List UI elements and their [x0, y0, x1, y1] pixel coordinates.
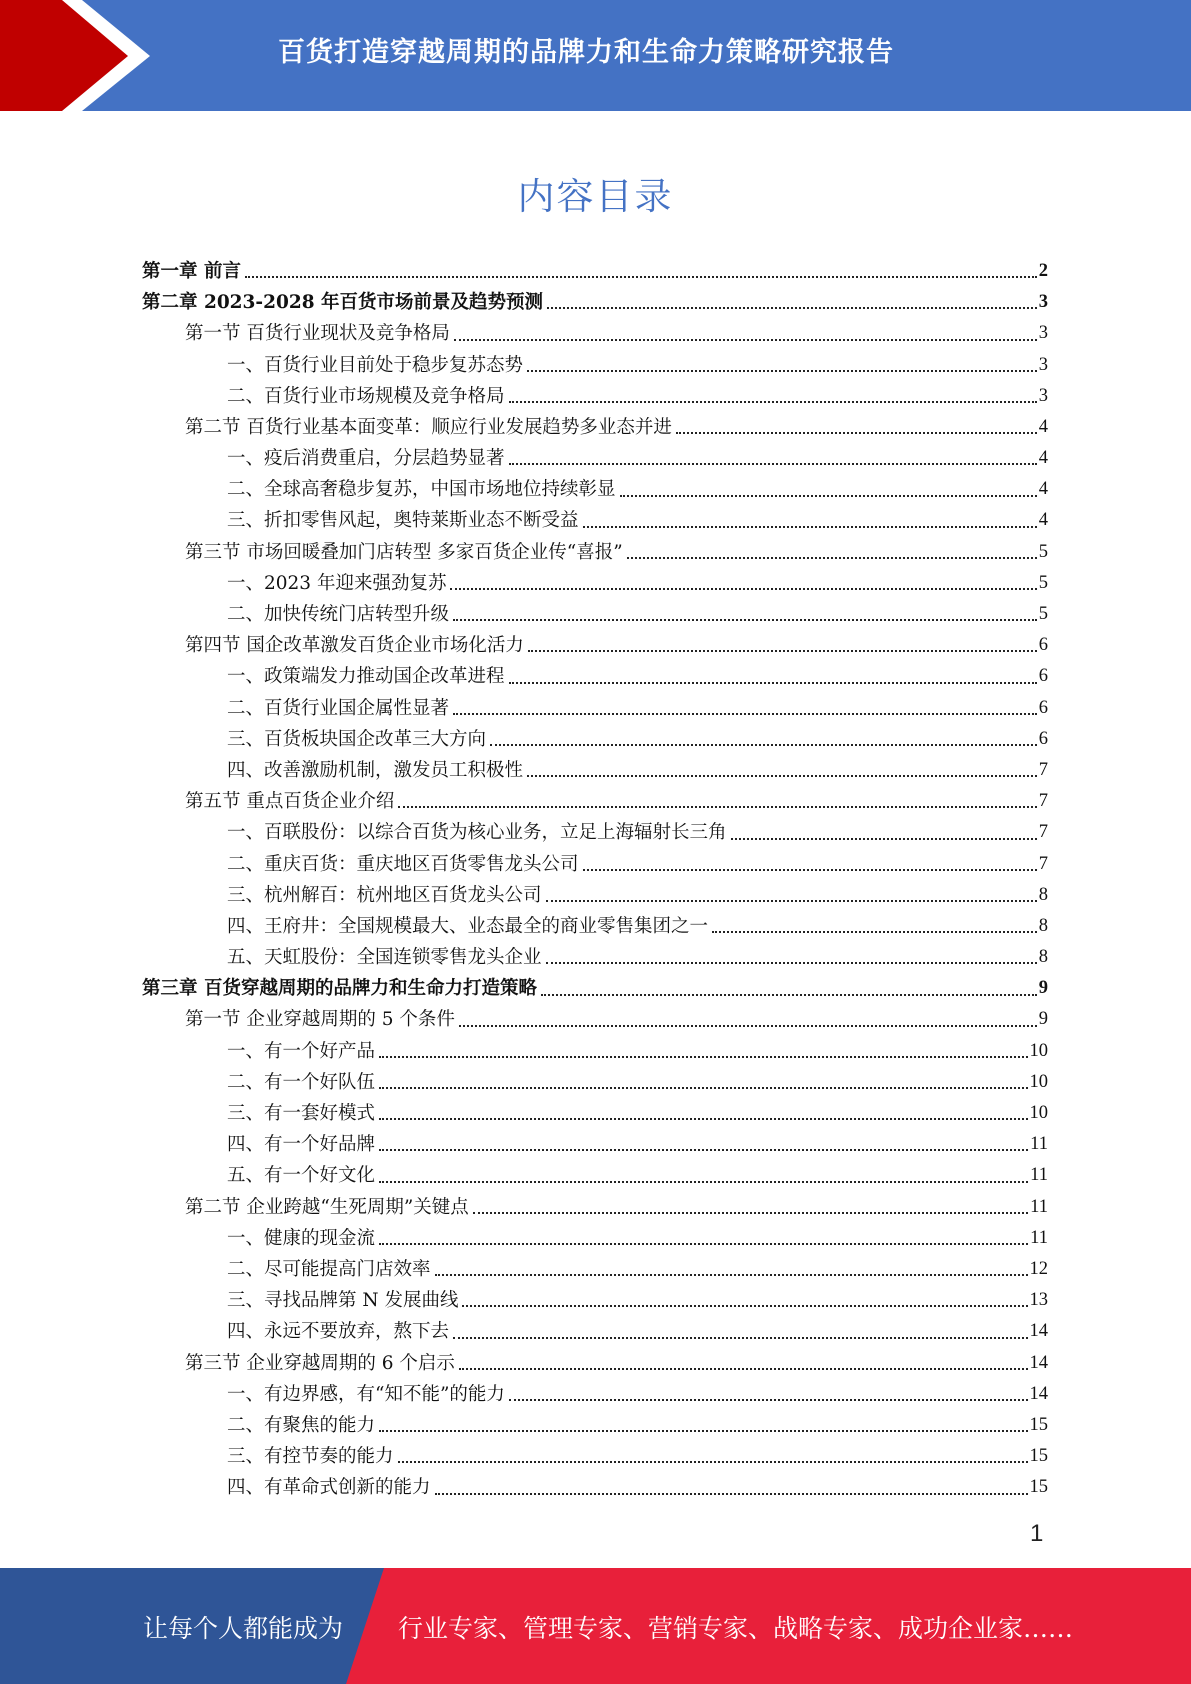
toc-dot-leader [583, 525, 1037, 528]
toc-dot-leader [379, 1055, 1027, 1058]
toc-entry-text: 第三章 百货穿越周期的品牌力和生命力打造策略 [142, 978, 537, 1000]
toc-entry-page: 14 [1029, 1321, 1048, 1342]
toc-dot-leader [509, 1398, 1028, 1401]
toc-entry[interactable] [142, 1254, 1048, 1285]
toc-dot-leader [379, 1086, 1027, 1089]
toc-dot-leader [379, 1117, 1027, 1120]
toc-entry-text: 三、有一套好模式 [227, 1103, 376, 1125]
toc-dot-leader [435, 1273, 1028, 1276]
toc-entry-page: 6 [1038, 666, 1048, 687]
toc-dot-leader [509, 400, 1037, 403]
header-title: 百货打造穿越周期的品牌力和生命力策略研究报告 [278, 37, 894, 68]
toc-dot-leader [547, 306, 1037, 309]
toc-dot-leader [454, 338, 1037, 341]
toc-entry-page: 14 [1029, 1383, 1048, 1404]
toc-dot-leader [620, 494, 1037, 497]
toc-dot-leader [473, 1211, 1028, 1214]
toc-entry[interactable] [142, 1192, 1048, 1223]
toc-entry-text: 一、疫后消费重启，分层趋势显著 [227, 448, 505, 470]
toc-entry[interactable] [142, 817, 1048, 848]
toc-entry-text: 一、2023 年迎来强劲复苏 [227, 572, 447, 594]
toc-entry[interactable] [142, 381, 1048, 412]
toc-entry-page: 8 [1038, 915, 1048, 936]
toc-entry-page: 5 [1038, 541, 1048, 562]
toc-dot-leader [712, 930, 1037, 933]
toc-entry-text: 一、百联股份：以综合百货为核心业务，立足上海辐射长三角 [227, 822, 727, 844]
toc-entry[interactable] [142, 1129, 1048, 1160]
toc-entry[interactable] [142, 1098, 1048, 1129]
toc-entry-text: 第三节 企业穿越周期的 6 个启示 [185, 1352, 455, 1374]
toc-entry-page: 5 [1038, 572, 1048, 593]
toc-entry[interactable] [142, 755, 1048, 786]
toc-entry-text: 三、折扣零售风起，奥特莱斯业态不断受益 [227, 510, 579, 532]
toc-dot-leader [379, 1148, 1028, 1151]
toc-dot-leader [459, 1024, 1037, 1027]
toc-entry-text: 第二节 企业跨越“生死周期”关键点 [185, 1196, 469, 1218]
toc-entry-page: 15 [1029, 1414, 1048, 1435]
toc-dot-leader [509, 681, 1037, 684]
toc-entry-text: 第二章 2023-2028 年百货市场前景及趋势预测 [142, 292, 544, 314]
toc-entry[interactable] [142, 973, 1048, 1004]
toc-entry[interactable] [142, 942, 1048, 973]
toc-entry-text: 三、有控节奏的能力 [227, 1446, 394, 1468]
toc-entry-page: 7 [1038, 791, 1048, 812]
toc-entry-page: 10 [1029, 1040, 1048, 1061]
toc-entry-page: 3 [1038, 323, 1048, 344]
toc-entry-page: 13 [1029, 1290, 1048, 1311]
toc-entry-page: 9 [1038, 1009, 1048, 1030]
page-number: 1 [1030, 1520, 1044, 1547]
toc-entry[interactable] [142, 287, 1048, 318]
toc-dot-leader [379, 1242, 1028, 1245]
toc-entry[interactable] [142, 1223, 1048, 1254]
toc-entry[interactable] [142, 1410, 1048, 1441]
toc-entry-text: 四、王府井：全国规模最大、业态最全的商业零售集团之一 [227, 915, 709, 937]
toc-entry-page: 11 [1030, 1134, 1048, 1155]
toc-entry-text: 四、改善激励机制，激发员工积极性 [227, 759, 524, 781]
toc-entry-text: 四、永远不要放弃，熬下去 [227, 1321, 450, 1343]
toc-dot-leader [379, 1180, 1028, 1183]
toc-entry-page: 3 [1038, 354, 1048, 375]
toc-entry-page: 6 [1038, 728, 1048, 749]
toc-dot-leader [462, 1304, 1027, 1307]
toc-entry-text: 五、天虹股份：全国连锁零售龙头企业 [227, 947, 542, 969]
toc-dot-leader [398, 1460, 1028, 1463]
toc-entry[interactable] [142, 786, 1048, 817]
footer-slogan: 让每个人都能成为 [143, 1614, 344, 1643]
toc-entry-page: 6 [1038, 697, 1048, 718]
toc-entry[interactable] [142, 1316, 1048, 1347]
toc-dot-leader [379, 1429, 1027, 1432]
toc-entry-page: 7 [1038, 853, 1048, 874]
toc-entry[interactable] [142, 661, 1048, 692]
page-header [0, 0, 1191, 111]
toc-dot-leader [450, 587, 1036, 590]
toc-dot-leader [583, 868, 1037, 871]
toc-entry[interactable] [142, 537, 1048, 568]
toc-entry-text: 三、杭州解百：杭州地区百货龙头公司 [227, 884, 542, 906]
toc-entry-page: 4 [1038, 479, 1048, 500]
toc-dot-leader [453, 1336, 1027, 1339]
toc-entry-page: 3 [1038, 292, 1048, 313]
toc-entry[interactable] [142, 911, 1048, 942]
toc-entry[interactable] [142, 256, 1048, 287]
toc-dot-leader [527, 774, 1037, 777]
toc-entry-page: 15 [1029, 1446, 1048, 1467]
toc-entry-page: 7 [1038, 759, 1048, 780]
toc-entry-text: 五、有一个好文化 [227, 1165, 376, 1187]
toc-entry-page: 10 [1029, 1103, 1048, 1124]
toc-dot-leader [527, 369, 1037, 372]
toc-dot-leader [398, 805, 1036, 808]
toc-entry-page: 4 [1038, 416, 1048, 437]
toc-entry[interactable] [142, 1441, 1048, 1472]
toc-entry[interactable] [142, 599, 1048, 630]
toc-entry[interactable] [142, 318, 1048, 349]
toc-entry-page: 4 [1038, 448, 1048, 469]
toc-entry-page: 7 [1038, 822, 1048, 843]
toc-dot-leader [490, 743, 1037, 746]
toc-entry-page: 12 [1029, 1258, 1048, 1279]
toc-entry-text: 二、加快传统门店转型升级 [227, 604, 450, 626]
toc-dot-leader [245, 275, 1037, 278]
toc-entry[interactable] [142, 1379, 1048, 1410]
toc-entry-text: 第三节 市场回暖叠加门店转型 多家百货企业传“喜报” [185, 541, 623, 563]
toc-entry-text: 三、寻找品牌第 N 发展曲线 [227, 1290, 459, 1312]
toc-entry[interactable] [142, 443, 1048, 474]
toc-entry-text: 一、有一个好产品 [227, 1040, 376, 1062]
toc-dot-leader [731, 837, 1037, 840]
toc-entry-text: 二、百货行业国企属性显著 [227, 697, 450, 719]
toc-entry[interactable] [142, 1160, 1048, 1191]
toc-dot-leader [676, 431, 1037, 434]
toc-entry[interactable] [142, 1036, 1048, 1067]
toc-entry-page: 14 [1029, 1352, 1048, 1373]
toc-dot-leader [541, 993, 1037, 996]
toc-entry-text: 一、有边界感，有“知不能”的能力 [227, 1383, 505, 1405]
toc-entry-page: 4 [1038, 510, 1048, 531]
toc-entry-text: 四、有革命式创新的能力 [227, 1477, 431, 1499]
toc-entry-text: 二、有一个好队伍 [227, 1071, 376, 1093]
page-footer [0, 1568, 1191, 1684]
toc-dot-leader [509, 462, 1037, 465]
toc-entry-text: 三、百货板块国企改革三大方向 [227, 728, 487, 750]
toc-entry[interactable] [142, 1285, 1048, 1316]
toc-entry[interactable] [142, 1348, 1048, 1379]
toc-entry-page: 8 [1038, 947, 1048, 968]
toc-entry[interactable] [142, 350, 1048, 381]
toc-entry-text: 二、有聚焦的能力 [227, 1414, 376, 1436]
toc-entry-text: 第二节 百货行业基本面变革：顺应行业发展趋势多业态并进 [185, 416, 672, 438]
toc-entry-page: 2 [1038, 260, 1048, 281]
toc-entry[interactable] [142, 506, 1048, 537]
toc-entry-text: 第五节 重点百货企业介绍 [185, 791, 395, 813]
toc-dot-leader [546, 899, 1037, 902]
toc-entry-text: 四、有一个好品牌 [227, 1134, 376, 1156]
toc-entry-text: 一、百货行业目前处于稳步复苏态势 [227, 354, 524, 376]
toc-entry-page: 8 [1038, 884, 1048, 905]
toc-entry[interactable] [142, 630, 1048, 661]
toc-entry-page: 3 [1038, 385, 1048, 406]
toc-title: 内容目录 [517, 175, 674, 218]
toc-dot-leader [528, 649, 1037, 652]
toc-entry[interactable] [142, 1067, 1048, 1098]
toc-dot-leader [459, 1367, 1028, 1370]
toc-entry-text: 第一节 企业穿越周期的 5 个条件 [185, 1009, 455, 1031]
toc-entry-page: 10 [1029, 1071, 1048, 1092]
toc-entry-text: 第一章 前言 [142, 260, 241, 282]
toc-entry[interactable] [142, 412, 1048, 443]
toc-entry[interactable] [142, 849, 1048, 880]
toc-entry-text: 一、政策端发力推动国企改革进程 [227, 666, 505, 688]
table-of-contents [142, 256, 1048, 1504]
toc-entry[interactable] [142, 568, 1048, 599]
toc-dot-leader [453, 618, 1037, 621]
toc-entry-text: 二、重庆百货：重庆地区百货零售龙头公司 [227, 853, 579, 875]
toc-dot-leader [546, 961, 1037, 964]
toc-entry-page: 11 [1030, 1227, 1048, 1248]
toc-dot-leader [453, 712, 1037, 715]
toc-entry[interactable] [142, 1472, 1048, 1503]
toc-entry-text: 第一节 百货行业现状及竞争格局 [185, 323, 450, 345]
toc-entry[interactable] [142, 880, 1048, 911]
toc-entry-page: 9 [1038, 978, 1048, 999]
toc-entry-text: 二、尽可能提高门店效率 [227, 1258, 431, 1280]
toc-entry[interactable] [142, 693, 1048, 724]
toc-entry-text: 二、全球高奢稳步复苏，中国市场地位持续彰显 [227, 479, 616, 501]
toc-entry-page: 11 [1030, 1196, 1048, 1217]
toc-entry-text: 二、百货行业市场规模及竞争格局 [227, 385, 505, 407]
toc-entry[interactable] [142, 474, 1048, 505]
toc-dot-leader [627, 556, 1037, 559]
toc-entry[interactable] [142, 1005, 1048, 1036]
footer-tagline: 行业专家、管理专家、营销专家、战略专家、成功企业家…… [398, 1614, 1074, 1643]
toc-entry-text: 第四节 国企改革激发百货企业市场化活力 [185, 635, 524, 657]
toc-entry-page: 15 [1029, 1477, 1048, 1498]
toc-entry-page: 5 [1038, 604, 1048, 625]
toc-entry-text: 一、健康的现金流 [227, 1227, 376, 1249]
toc-entry[interactable] [142, 724, 1048, 755]
toc-entry-page: 6 [1038, 635, 1048, 656]
toc-dot-leader [435, 1492, 1028, 1495]
toc-entry-page: 11 [1030, 1165, 1048, 1186]
